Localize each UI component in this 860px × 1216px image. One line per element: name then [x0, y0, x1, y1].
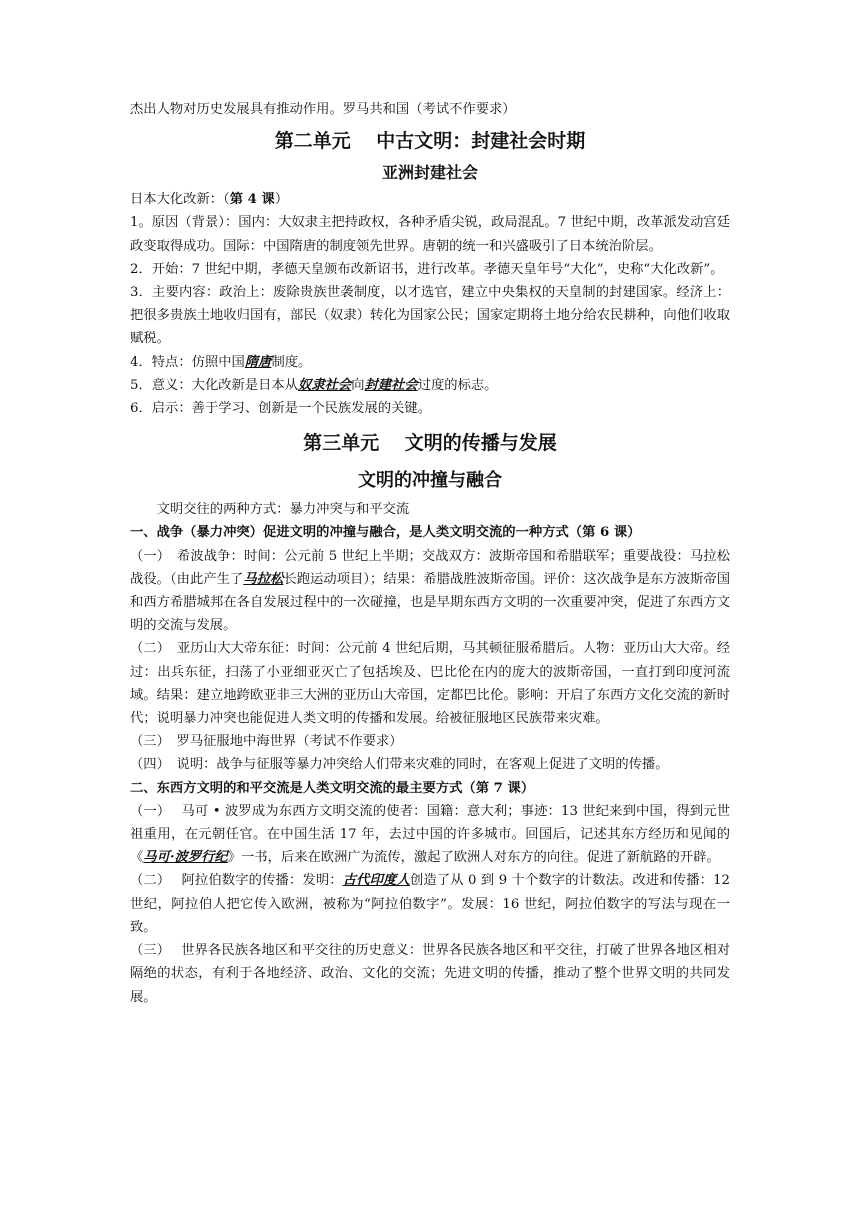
taika-item-5 — [130, 374, 730, 397]
alexander-campaign: （二） 亚历山大大帝东征：时间：公元前 4 世纪后期，马其顿征服希腊后。人物：亚历山大大帝。经过：出兵东征，扫荡了小亚细亚灭亡了包括埃及、巴比伦在内的庞大的波斯帝国，一直打到印度河流域。结果：建立地跨欧亚非三大洲的亚历山大帝国，定都巴比伦。影响：开启了东西方文化交流的新时代；说明暴力冲突也能促进人类文明的传播和发展。给被征服地区民族带来灾难。 — [130, 641, 730, 727]
taika-item-2: 2．开始：7 世纪中期，孝德天皇颁布改新诏书，进行改革。孝德天皇年号“大化”，史称“大化改新”。 — [130, 261, 724, 277]
taika-intro-text: 日本大化改新：（ — [130, 192, 230, 208]
paragraph-rome-republic: 杰出人物对历史发展具有推动作用。罗马共和国（考试不作要求） — [130, 102, 516, 117]
taika-item-4 — [130, 351, 730, 374]
taika-item-1: 1。原因（背景）：国内：大奴隶主把持政权，各种矛盾尖锐，政局混乱。7 世纪中期，改革派发动宫廷政变取得成功。国际：中国隋唐的制度领先世界。唐朝的统一和兴盛吸引了日本统治阶层。 — [130, 215, 730, 254]
taika-item-4-end: 制度。 — [271, 354, 312, 370]
peaceful-exchange-meaning: （三） 世界各民族各地区和平交往的历史意义：世界各民族各地区和平交往，打破了世界各地区相对隔绝的状态，有利于各地经济、政治、文化的交流；先进文明的传播，推动了整个世界文明的共同发展。 — [130, 943, 730, 1005]
emphasis-slave-society: 奴隶社会 — [298, 377, 352, 393]
unit3-heading: 第三单元 文明的传播与发展 — [303, 432, 557, 455]
war-section-heading: 一、战争（暴力冲突）促进文明的冲撞与融合，是人类文明交流的一种方式（第 6 课） — [130, 525, 641, 541]
document-page — [130, 98, 730, 1009]
arabic-numerals-rest: 创造了从 0 到 9 十个数字的计数法。改进和传播：12 世纪，阿拉伯人把它传入欧洲，被称为“阿拉伯数字”。发展：16 世纪，阿拉伯数字的写法与现在一致。 — [130, 873, 731, 935]
marco-polo-rest: 》一书，后来在欧洲广为流传，激起了欧洲人对东方的向往。促进了新航路的开辟。 — [227, 850, 720, 866]
taika-item-6: 6．启示：善于学习、创新是一个民族发展的关键。 — [130, 401, 431, 417]
taika-intro-close: ） — [274, 192, 289, 208]
two-ways-line: 文明交往的两种方式：暴力冲突与和平交流 — [156, 502, 410, 518]
greco-persian-war — [130, 545, 730, 638]
emphasis-travels-book: 马可·波罗行纪 — [143, 850, 228, 866]
emphasis-ancient-indians: 古代印度人 — [342, 873, 410, 889]
greco-persian-rest: 长跑运动项目）；结果：希腊战胜波斯帝国。评价：这次战争是东方波斯帝国和西方希腊城邦在各自发展过程中的一次碰撞，也是早期东西方文明的一次重要冲突，促进了东西方文明的交流与发展。 — [130, 571, 730, 634]
taika-item-5-end: 过度的标志。 — [417, 377, 498, 393]
arabic-numerals-text: （二） 阿拉伯数字的传播：发明： — [130, 873, 343, 889]
peace-section-heading: 二、东西方文明的和平交流是人类文明交流的最主要方式（第 7 课） — [130, 780, 535, 796]
taika-item-4-text: 4．特点：仿照中国 — [130, 354, 245, 370]
taika-item-5-mid: 向 — [351, 377, 365, 393]
marco-polo-text: （一） 马可 • 波罗成为东西方文明交流的使者：国籍：意大利；事迹：13 世纪来到中国，得到元世祖重用，在元朝任官。在中国生活 17 年，去过中国的许多城市。回国后，记述其东方经历和见闻的《 — [130, 803, 730, 866]
greco-persian-text: （一） 希波战争：时间：公元前 5 世纪上半期；交战双方：波斯帝国和希腊联军；重要战役：马拉松战役。（由此产生了 — [130, 548, 730, 587]
lesson-tag: 第 4 课 — [229, 192, 275, 208]
unit2-heading: 第二单元 中古文明：封建社会时期 — [274, 130, 586, 153]
taika-item-5-text: 5．意义：大化改新是日本从 — [130, 377, 299, 393]
war-note: （四） 说明：战争与征服等暴力冲突给人们带来灾难的同时，在客观上促进了文明的传播。 — [130, 757, 669, 773]
taika-item-3: 3．主要内容：政治上：废除贵族世袭制度，以才选官，建立中央集权的天皇制的封建国家。经济上：把很多贵族土地收归国有，部民（奴隶）转化为国家公民；国家定期将土地分给农民耕种，向他们收取赋税。 — [130, 285, 730, 347]
emphasis-sui-tang: 隋唐 — [244, 354, 272, 370]
arabic-numerals — [130, 869, 730, 939]
emphasis-marathon: 马拉松 — [243, 571, 284, 587]
taika-intro — [130, 188, 730, 211]
rome-conquest: （三） 罗马征服地中海世界（考试不作要求） — [130, 734, 403, 750]
emphasis-feudal-society: 封建社会 — [364, 377, 418, 393]
asia-feudal-heading: 亚洲封建社会 — [381, 163, 478, 183]
marco-polo — [130, 800, 730, 870]
clash-heading: 文明的冲撞与融合 — [358, 470, 502, 492]
